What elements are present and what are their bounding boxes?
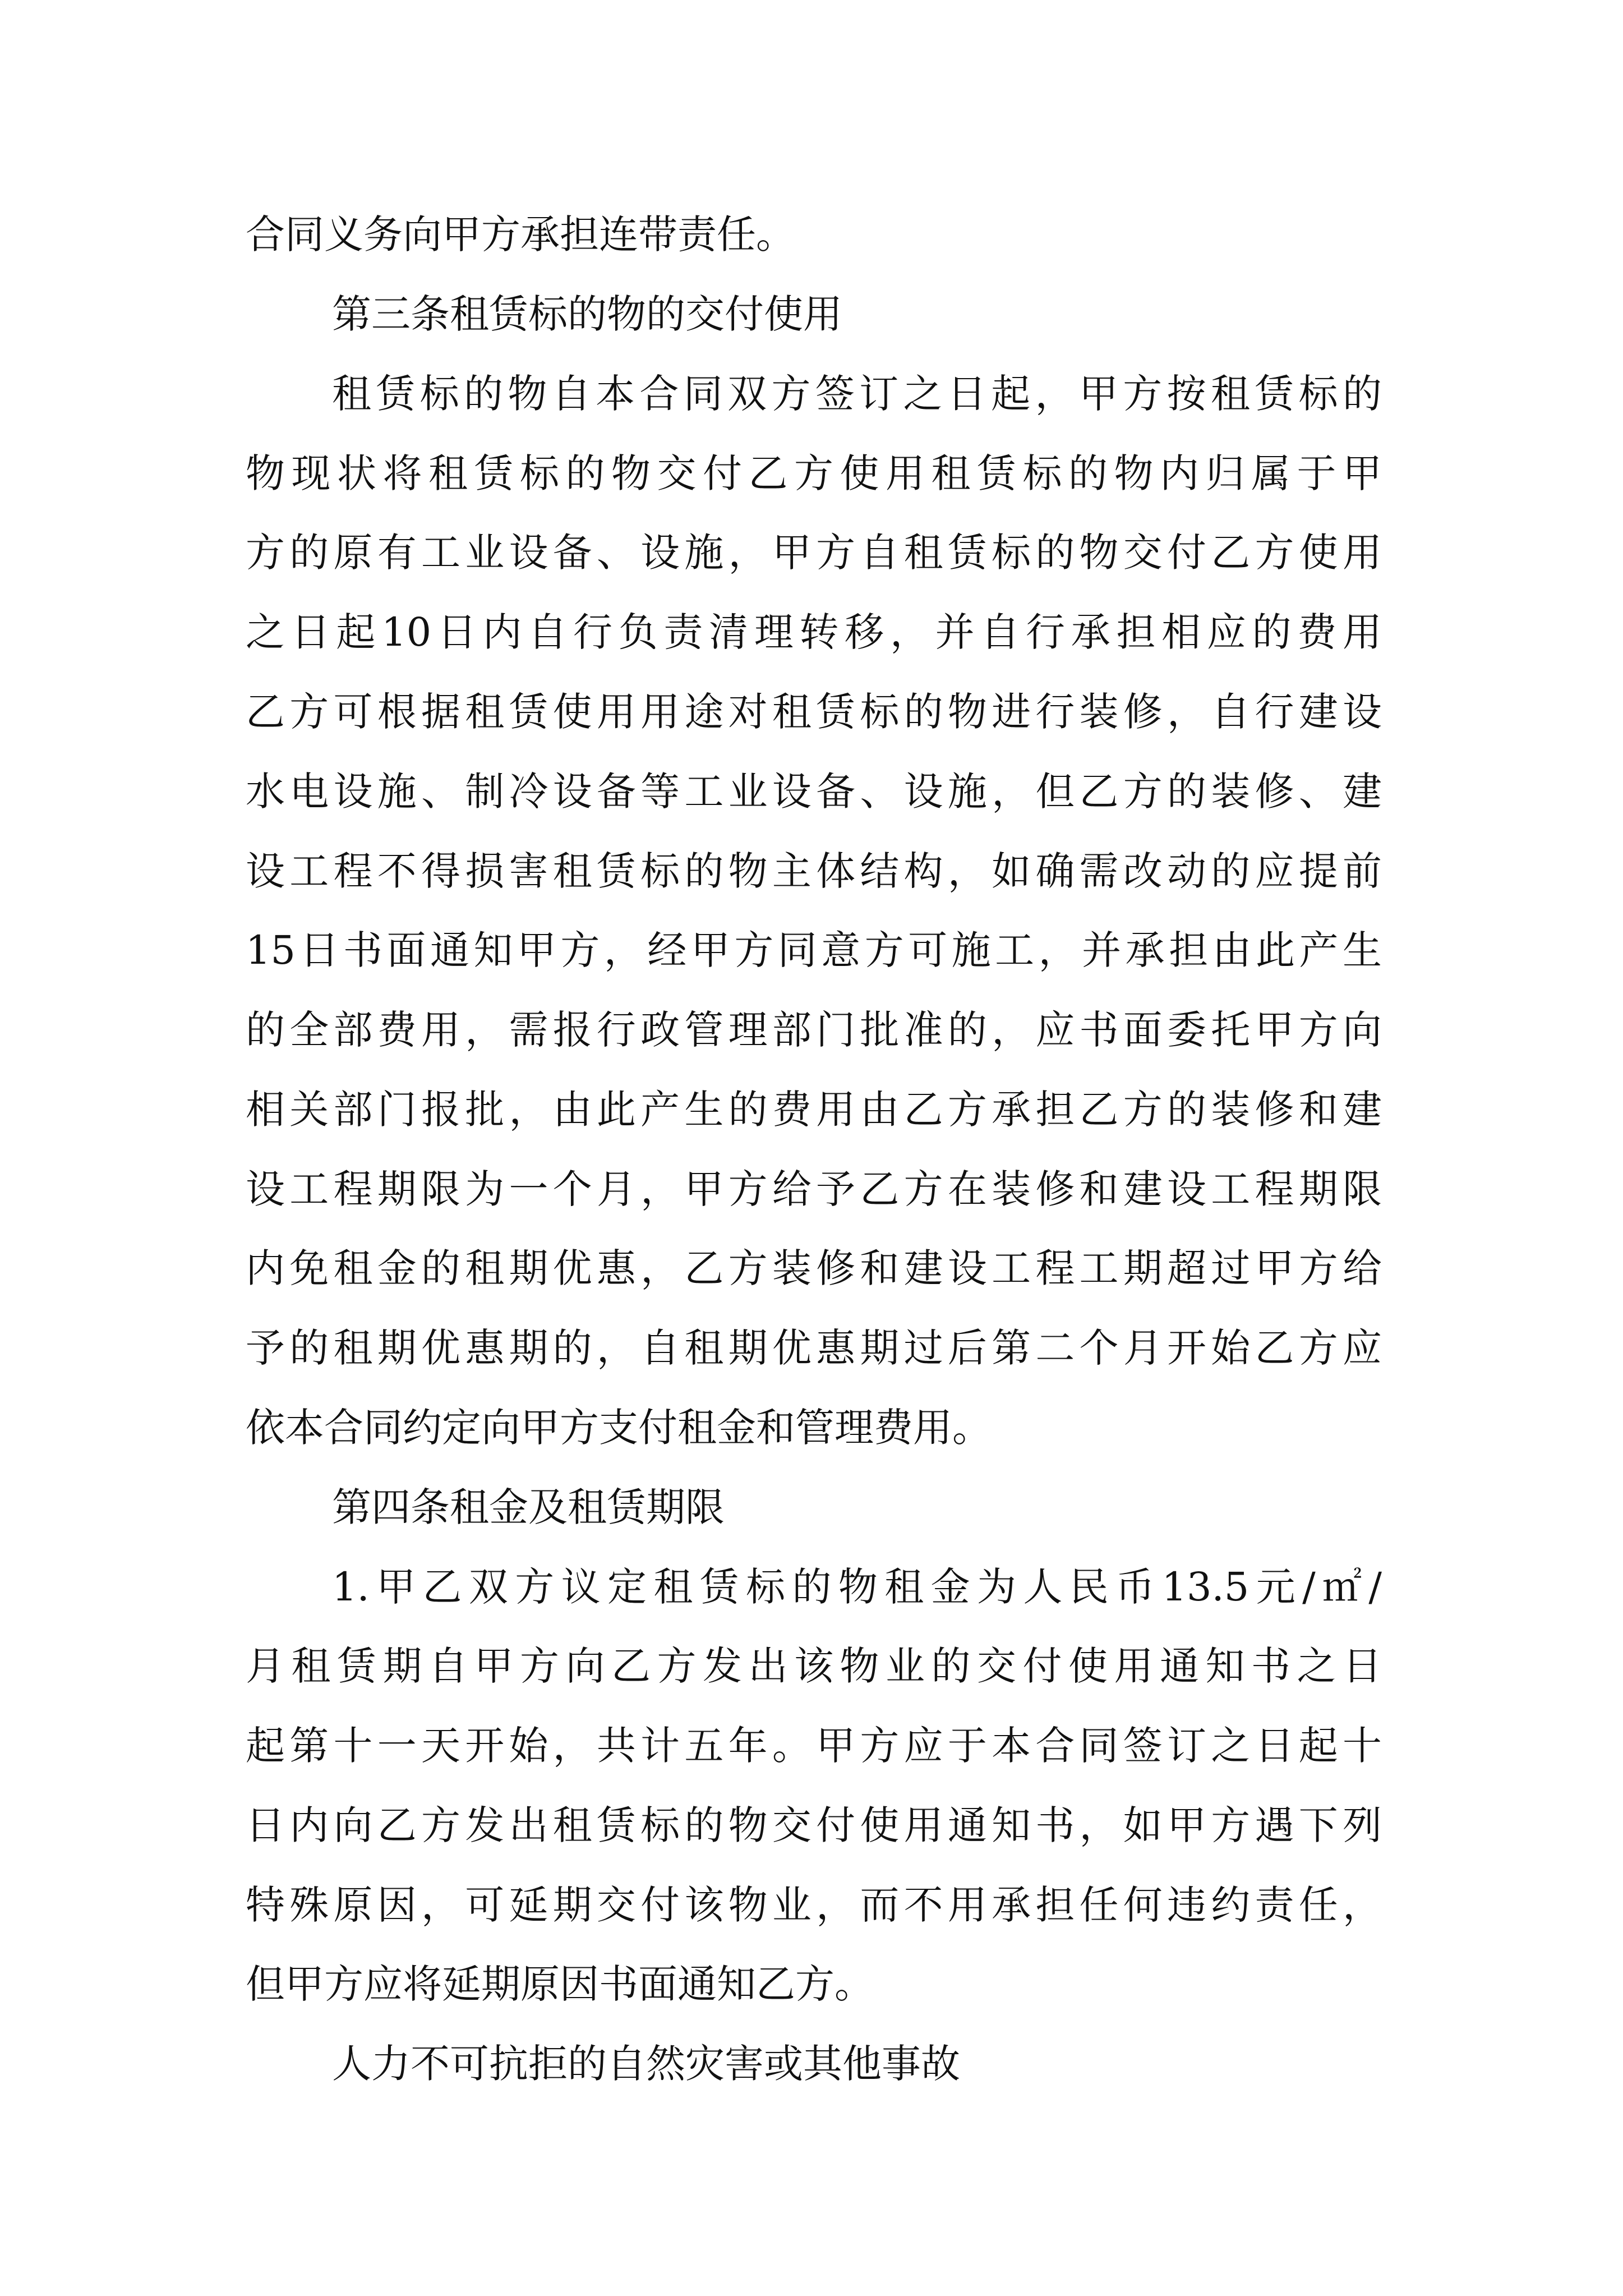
text-line: 合同义务向甲方承担连带责任。 — [246, 211, 795, 257]
text-line: 乙方可根据租赁使用用途对租赁标的物进行装修，自行建设 — [246, 689, 1382, 735]
text-line: 人力不可抗拒的自然灾害或其他事故 — [332, 2041, 960, 2087]
text-line: 水电设施、制冷设备等工业设备、设施，但乙方的装修、建 — [246, 769, 1382, 815]
text-line: 但甲方应将延期原因书面通知乙方。 — [246, 1961, 874, 2007]
text-line: 设工程期限为一个月，甲方给予乙方在装修和建设工程期限 — [246, 1166, 1382, 1212]
text-line: 起第十一天开始，共计五年。甲方应于本合同签订之日起十 — [246, 1723, 1382, 1769]
text-line: 方的原有工业设备、设施，甲方自租赁标的物交付乙方使用 — [246, 530, 1382, 576]
text-line: 租赁标的物自本合同双方签订之日起，甲方按租赁标的 — [332, 371, 1382, 417]
text-line: 15日书面通知甲方，经甲方同意方可施工，并承担由此产生 — [246, 927, 1382, 973]
text-line: 月租赁期自甲方向乙方发出该物业的交付使用通知书之日 — [246, 1643, 1382, 1689]
text-line: 物现状将租赁标的物交付乙方使用租赁标的物内归属于甲 — [246, 450, 1382, 496]
text-line: 设工程不得损害租赁标的物主体结构，如确需改动的应提前 — [246, 848, 1382, 894]
text-line: 依本合同约定向甲方支付租金和管理费用。 — [246, 1405, 992, 1451]
text-line: 相关部门报批，由此产生的费用由乙方承担乙方的装修和建 — [246, 1087, 1382, 1133]
text-line: 之日起10日内自行负责清理转移，并自行承担相应的费用 — [246, 609, 1382, 655]
text-line: 的全部费用，需报行政管理部门批准的，应书面委托甲方向 — [246, 1007, 1382, 1053]
text-line: 1.甲乙双方议定租赁标的物租金为人民币13.5元/㎡/ — [332, 1564, 1382, 1610]
text-line: 内免租金的租期优惠，乙方装修和建设工程工期超过甲方给 — [246, 1245, 1382, 1291]
article-heading: 第三条租赁标的物的交付使用 — [332, 291, 842, 337]
text-line: 日内向乙方发出租赁标的物交付使用通知书，如甲方遇下列 — [246, 1802, 1382, 1848]
text-line: 特殊原因，可延期交付该物业，而不用承担任何违约责任， — [246, 1882, 1382, 1928]
text-line: 予的租期优惠期的，自租期优惠期过后第二个月开始乙方应 — [246, 1325, 1382, 1371]
article-heading: 第四条租金及租赁期限 — [332, 1484, 725, 1530]
